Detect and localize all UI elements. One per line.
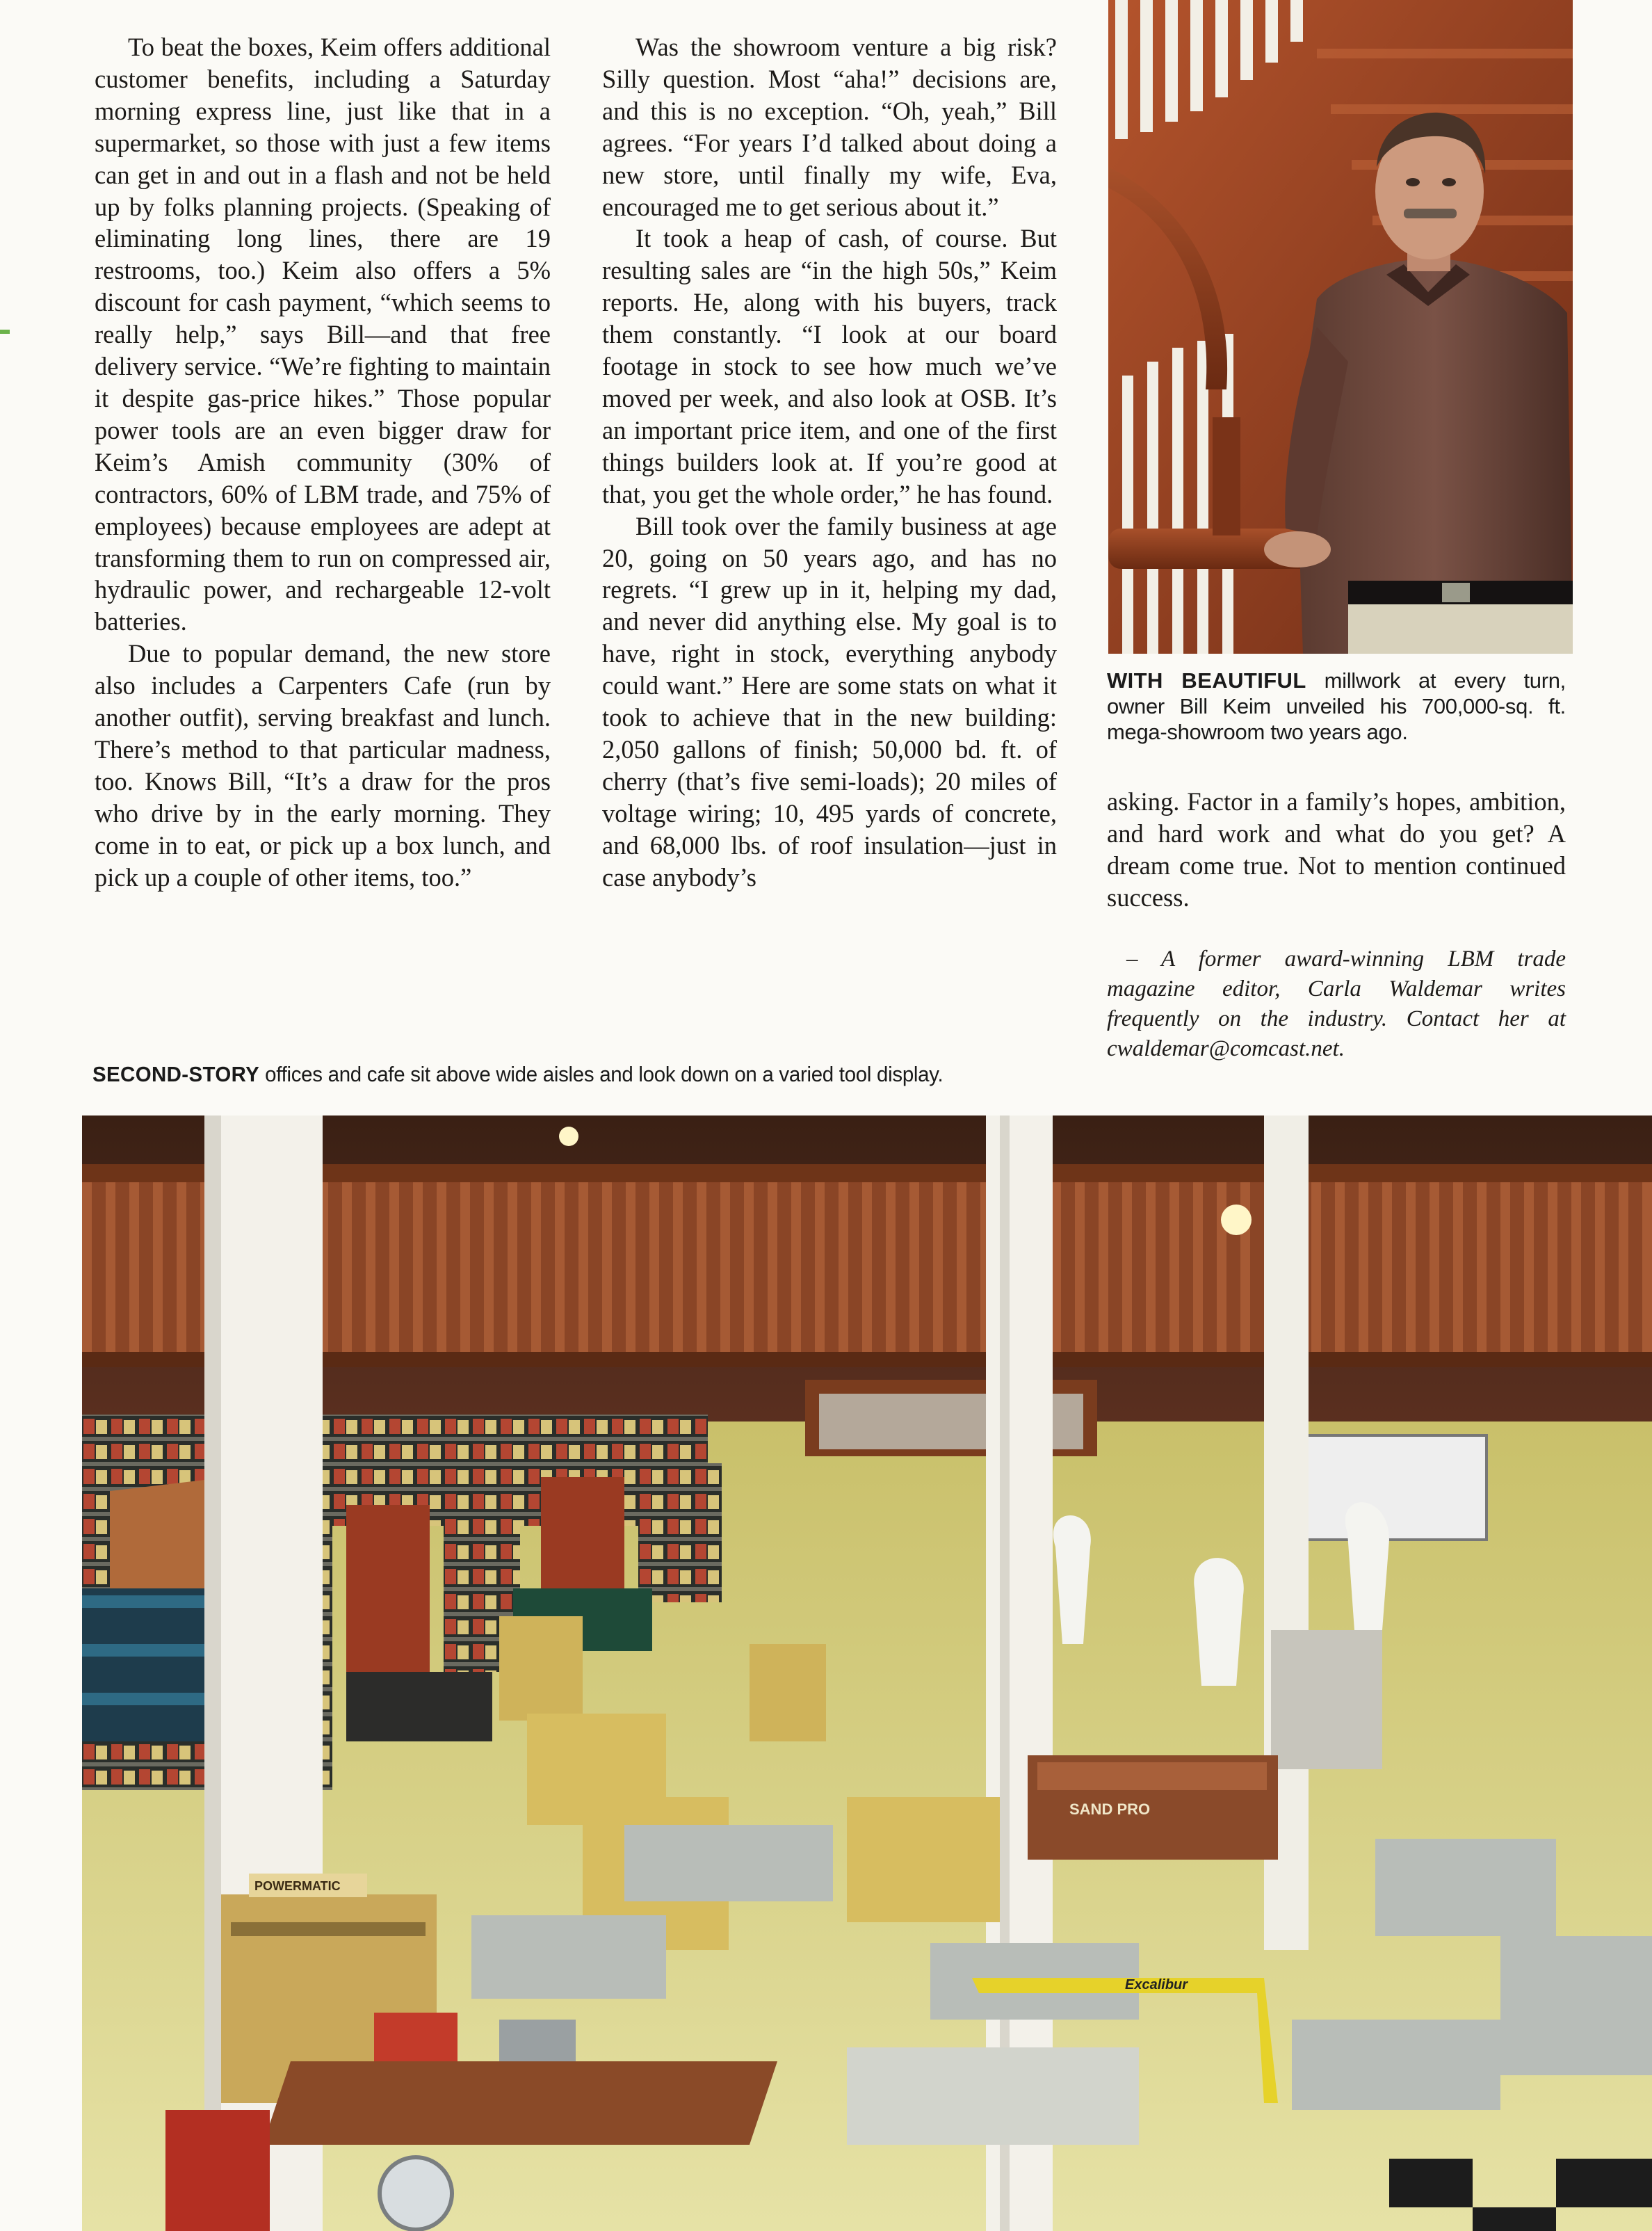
paragraph: asking. Factor in a family’s hopes, ambition, and hard work and what do you get? A dream come true. Not to mention continued success. bbox=[1107, 787, 1566, 912]
paragraph: Was the showroom venture a big risk? Silly question. Most “aha!” decisions are, and this is no exception. “Oh, yeah,” Bill agrees. “For years I’d talked about doing a new store, until finally my wife, Eva, encouraged me to get serious about it.” bbox=[602, 33, 1057, 221]
portrait-photo bbox=[1108, 0, 1573, 654]
paragraph: Due to popular demand, the new store also includes a Carpenters Cafe (run by another outfit), serving breakfast and lunch. There’s method to that particular madness, too. Knows Bill, “It’s a draw for the pros who drive by in the early morning. They come in to eat, or pick up a box lunch, and pick up a couple of other items, too.” bbox=[95, 639, 551, 892]
author-byline: – A former award-winning LBM trade magazine editor, Carla Waldemar writes frequently on the industry. Contact her at cwaldemar@comcast.net. bbox=[1107, 946, 1566, 1061]
portrait-caption bbox=[1107, 668, 1566, 745]
showroom-caption bbox=[92, 1061, 1083, 1087]
paragraph: To beat the boxes, Keim offers additional customer benefits, including a Saturday morning express line, just like that in a supermarket, so those with just a few items can get in and out in a flash and not be held up by folks planning projects. (Speaking of eliminating long lines, there are 19 restrooms, too.) Keim also offers a 5% discount for cash payment, “which seems to really help,” says Bill—and that free delivery service. “We’re fighting to maintain it despite gas-price hikes.” Those popular power tools are an even bigger draw for Keim’s Amish community (30% of contractors, 60% of LBM trade, and 75% of employees) because employees are adept at transforming them to run on compressed air, hydraulic power, and rechargeable 12-volt batteries. bbox=[95, 33, 551, 636]
paragraph: It took a heap of cash, of course. But resulting sales are “in the high 50s,” Keim reports. He, along with his buyers, track them constantly. “I look at our board footage in stock to see how much we’ve moved per week, and also look at OSB. It’s an important price item, and one of the first things builders look at. If you’re good at that, you get the whole order,” he has found. bbox=[602, 224, 1057, 508]
article-column-3 bbox=[1107, 786, 1566, 1064]
article-column-2 bbox=[602, 31, 1057, 893]
paragraph: Bill took over the family business at age 20, going on 50 years ago, and has no regrets. “I grew up in it, helping my dad, and never did anything else. My goal is to have, right in stock, everything anybody could want.” Here are some stats on what it took to achieve that in the new building: 2,050 gallons of finish; 50,000 bd. ft. of cherry (that’s five semi-loads); 20 miles of voltage wiring; 10, 495 yards of concrete, and 68,000 lbs. of roof insulation—just in case anybody’s bbox=[602, 511, 1057, 892]
caption-lead: WITH BEAUTIFUL bbox=[1107, 668, 1306, 693]
showroom-illustration bbox=[82, 1116, 1652, 2231]
caption-lead: SECOND-STORY bbox=[92, 1062, 260, 1086]
sandpro-label: SAND PRO bbox=[1069, 1801, 1151, 1818]
powermatic-label: POWERMATIC bbox=[254, 1879, 341, 1893]
caption-text: millwork at every turn, owner Bill Keim unveiled his 700,000-sq. ft. mega-showroom two years ago. bbox=[1107, 668, 1566, 744]
showroom-photo bbox=[82, 1116, 1652, 2231]
article-column-1 bbox=[95, 31, 551, 893]
caption-text: offices and cafe sit above wide aisles and look down on a varied tool display. bbox=[265, 1062, 944, 1086]
portrait-illustration bbox=[1108, 0, 1573, 654]
margin-mark bbox=[0, 330, 10, 334]
excalibur-label: Excalibur bbox=[1125, 1977, 1188, 1992]
